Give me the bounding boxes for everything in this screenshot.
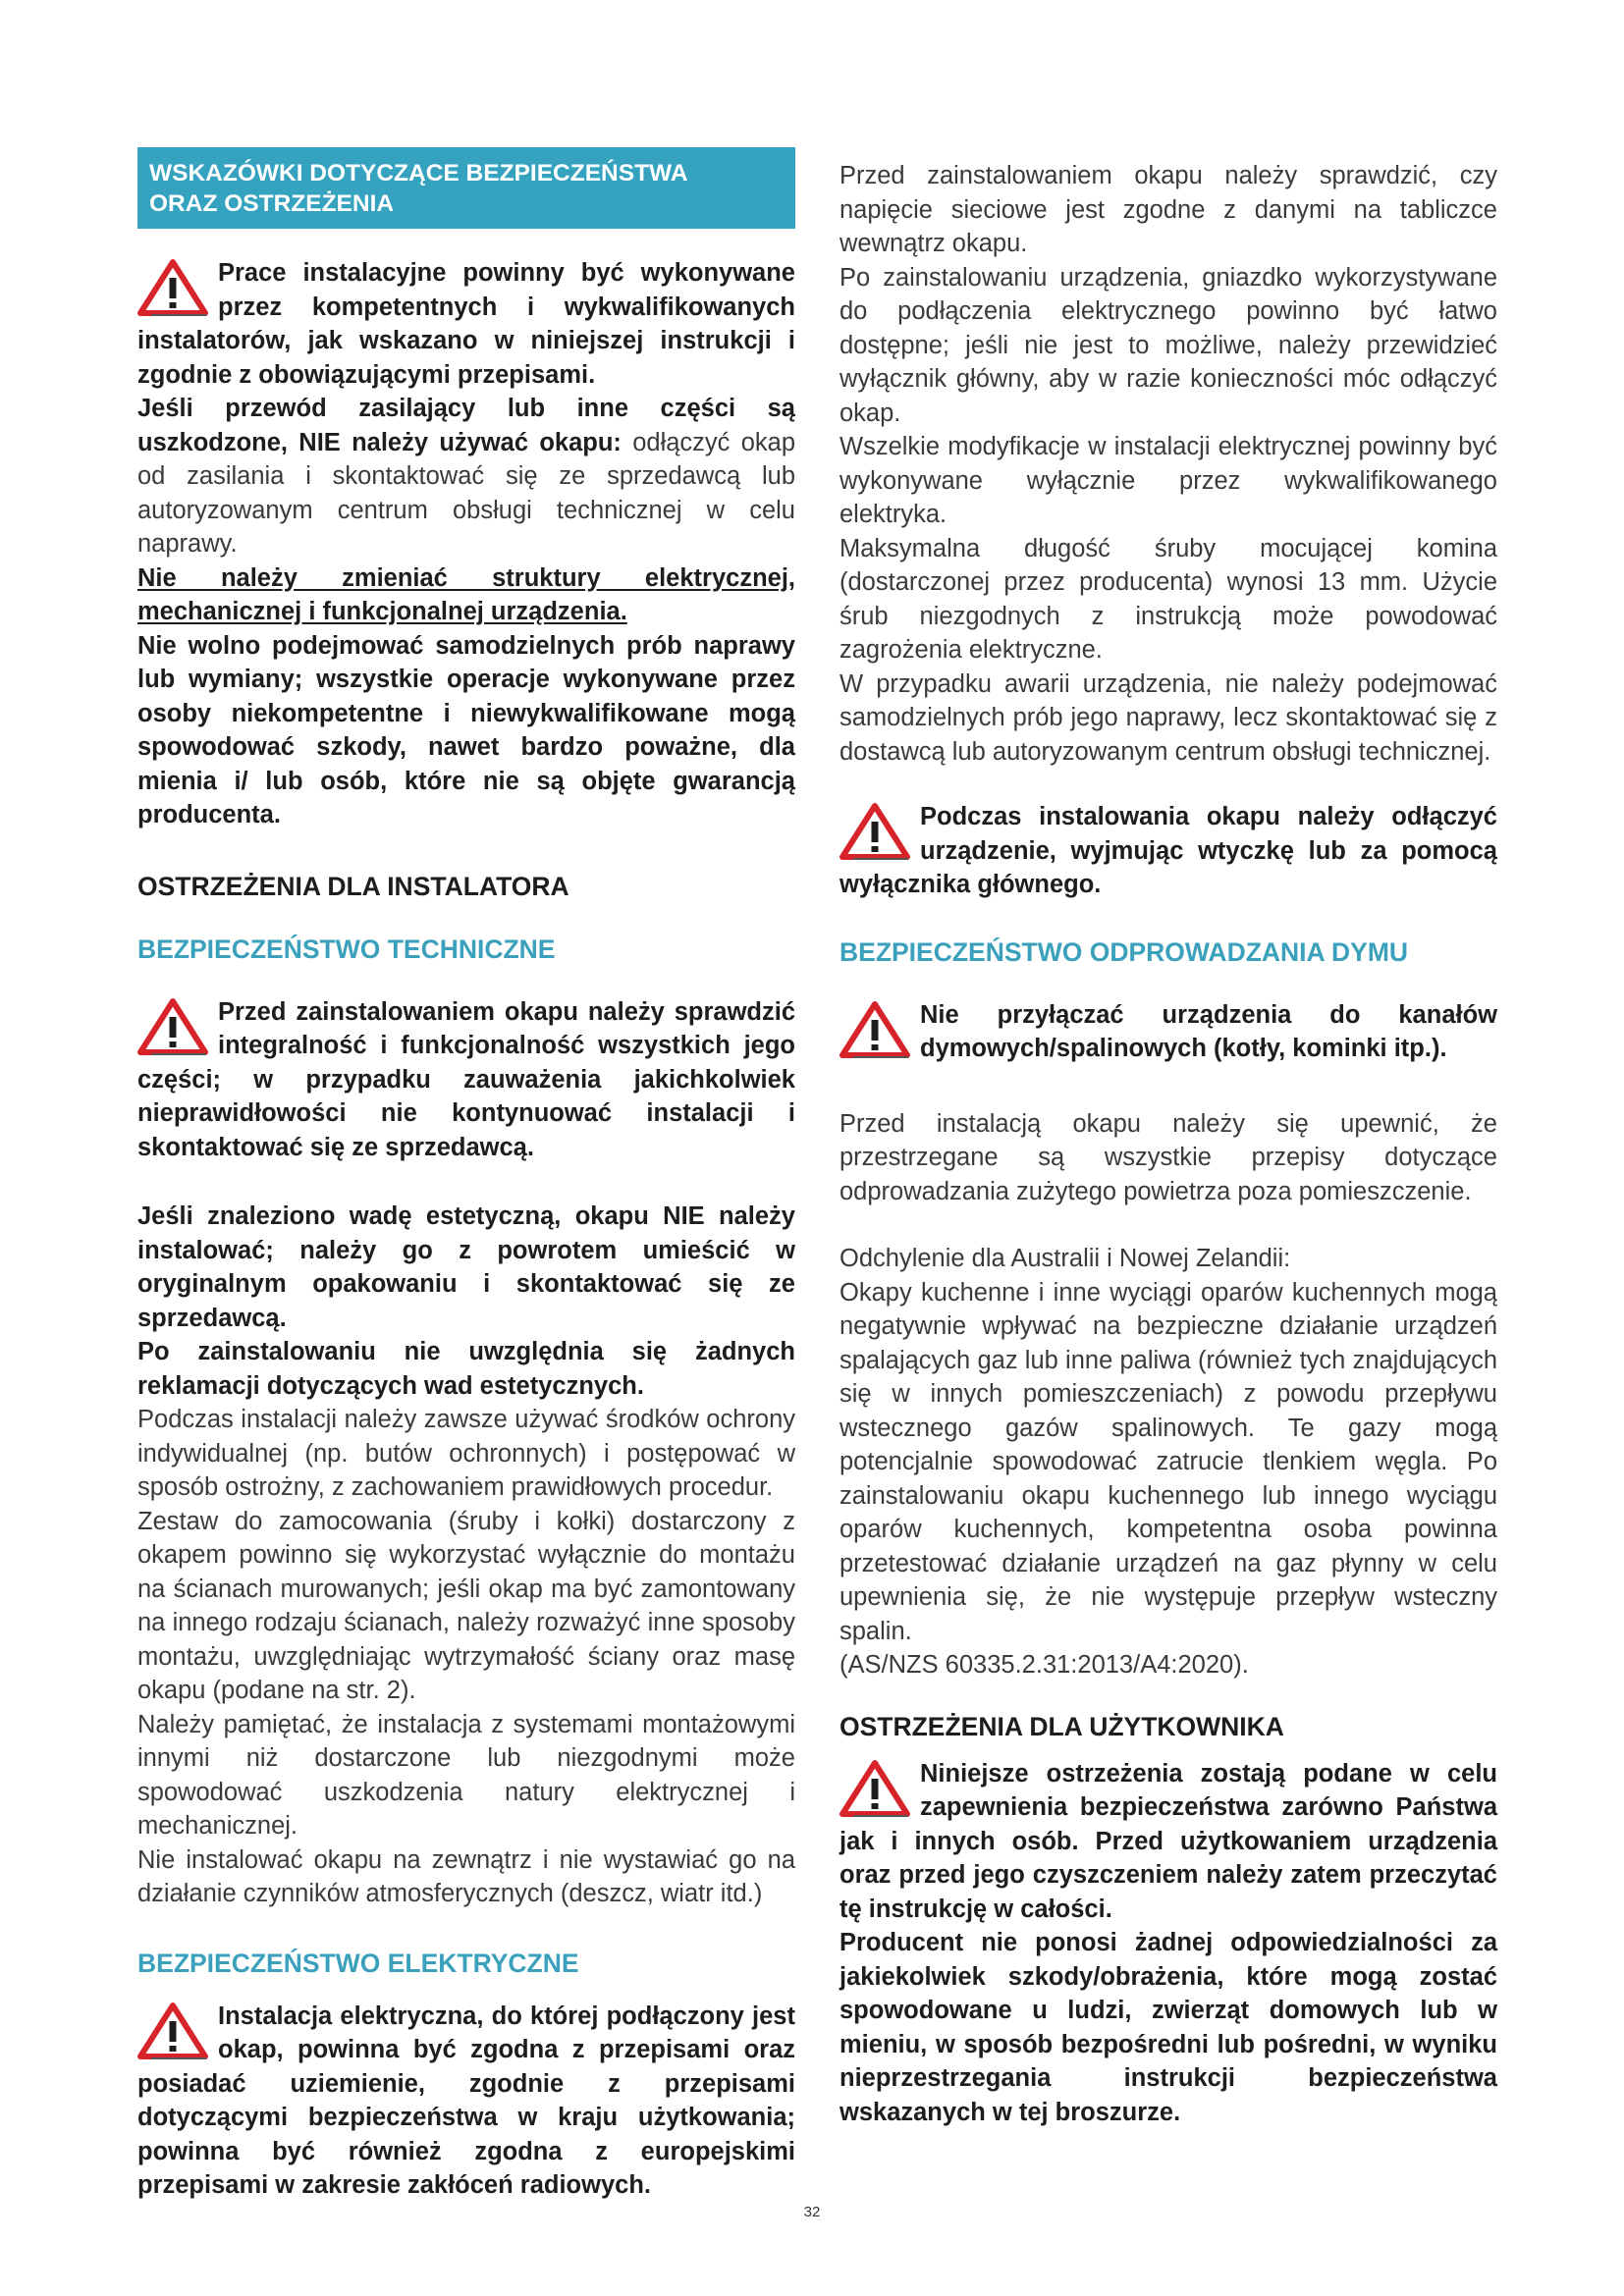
- warning-installers-text: Prace instalacyjne powinny być wykonywane przez kompetentnych i wykwalifikowanych instalatorów, jak wskazano w niniejszej instrukcji i zgodnie z obowiązującymi przepisami.: [137, 259, 795, 389]
- banner-line-1: WSKAZÓWKI DOTYCZĄCE BEZPIECZEŃSTWA: [149, 160, 688, 187]
- warning-triangle-icon: [839, 802, 910, 861]
- no-repair-paragraph: Nie wolno podejmować samodzielnych prób naprawy lub wymiany; wszystkie operacje wykonywane przez osoby niekompetentne i niewykwalifikowane mogą spowodować szkody, nawet bardzo poważne, dla mienia i/ lub osób, które nie są objęte gwarancją producenta.: [137, 631, 795, 828]
- right-column: [839, 159, 1497, 2129]
- damaged-cord-bold: Jeśli przewód zasilający lub inne części są uszkodzone, NIE należy używać okapu:: [137, 395, 795, 456]
- ppe-paragraph: Podczas instalacji należy zawsze używać środków ochrony indywidualnej (np. butów ochronnych) i postępować w sposób ostrożny, z zachowaniem prawidłowych procedur.: [137, 1406, 795, 1501]
- installer-heading: OSTRZEŻENIA DLA INSTALATORA: [137, 871, 569, 901]
- warning-flue-text: Nie przyłączać urządzenia do kanałów dymowych/spalinowych (kotły, kominki itp.).: [920, 1000, 1497, 1062]
- anz-reference: (AS/NZS 60335.2.31:2013/A4:2020).: [839, 1651, 1249, 1679]
- banner-line-2: ORAZ OSTRZEŻENIA: [149, 190, 395, 217]
- regulations-paragraph: Przed instalacją okapu należy się upewnić, że przestrzegane są wszystkie przepisy dotyczące odprowadzania zużytego powietrza poza pomieszczenie.: [839, 1109, 1497, 1205]
- warning-electrical: [137, 2000, 795, 2203]
- warning-integrity-text: Przed zainstalowaniem okapu należy sprawdzić integralność i funkcjonalność wszystkich jego części; w przypadku zauważenia jakichkolwiek nieprawidłowości nie kontynuować instalacji i skontaktować się ze sprzedawcą.: [137, 997, 795, 1161]
- liability-paragraph: Producent nie ponosi żadnej odpowiedzialności za jakiekolwiek szkody/obrażenia, które mogą zostać spowodowane u ludzi, zwierząt domowych lub w mieniu, w sposób bezpośredni lub pośredni, w wyniku nieprzestrzegania instrukcji bezpieczeństwa wskazanych w tej broszurze.: [839, 1929, 1497, 2126]
- modifications-paragraph: Wszelkie modyfikacje w instalacji elektrycznej powinny być wykonywane wyłącznie przez wykwalifikowanego elektryka.: [839, 433, 1497, 528]
- warning-electrical-text: Instalacja elektryczna, do której podłączony jest okap, powinna być zgodna z przepisami oraz posiadać uziemienie, zgodnie z przepisami dotyczącymi bezpieczeństwa w kraju użytkowania; powinna być również zgodna z europejskimi przepisami w zakresie zakłóceń radiowych.: [137, 2002, 795, 2199]
- warning-triangle-icon: [137, 997, 208, 1056]
- warning-read-manual-text: Niniejsze ostrzeżenia zostają podane w celu zapewnienia bezpieczeństwa zarówno Państwa jak i innych osób. Przed użytkowaniem urządzenia oraz przed jego czyszczeniem należy zatem przeczytać tę instrukcję w całości.: [839, 1759, 1497, 1923]
- aesthetic-defect-paragraph: Jeśli znaleziono wadę estetyczną, okapu NIE należy instalować; należy go z powrotem umieścić w oryginalnym opakowaniu i skontaktować się ze sprzedawcą.: [137, 1202, 795, 1332]
- electrical-safety-heading: BEZPIECZEŃSTWO ELEKTRYCZNE: [137, 1948, 579, 1978]
- warning-integrity: [137, 995, 795, 1165]
- socket-paragraph: Po zainstalowaniu urządzenia, gniazdko wykorzystywane do podłączenia elektrycznego powinno być łatwo dostępne; jeśli nie jest to możliwe, należy przewidzieć wyłącznik główny, aby w razie konieczności móc odłączyć okap.: [839, 263, 1497, 427]
- voltage-paragraph: Przed zainstalowaniem okapu należy sprawdzić, czy napięcie sieciowe jest zgodne z danymi na tabliczce wewnątrz okapu.: [839, 162, 1497, 257]
- warning-triangle-icon: [839, 1000, 910, 1059]
- smoke-safety-heading: BEZPIECZEŃSTWO ODPROWADZANIA DYMU: [839, 936, 1409, 967]
- warning-triangle-icon: [839, 1759, 910, 1818]
- warning-triangle-icon: [137, 2002, 208, 2060]
- anz-title: Odchylenie dla Australii i Nowej Zelandii:: [839, 1245, 1291, 1272]
- damaged-cord-paragraph: [137, 392, 795, 561]
- warning-read-manual: [839, 1757, 1497, 1927]
- warning-disconnect: [839, 800, 1497, 902]
- user-warnings-heading: OSTRZEŻENIA DLA UŻYTKOWNIKA: [839, 1711, 1284, 1741]
- warning-flue: [839, 998, 1497, 1066]
- no-modify-paragraph: Nie należy zmieniać struktury elektrycznej, mechanicznej i funkcjonalnej urządzenia.: [137, 563, 795, 625]
- warning-installers: [137, 256, 795, 392]
- anz-paragraph: Okapy kuchenne i inne wyciągi oparów kuchennych mogą negatywnie wpływać na bezpieczne działanie urządzeń spalających gaz lub inne paliwa (również tych znajdujących się w innych pomieszczeniach) z powodu przepływu wstecznego gazów spalinowych. Te gazy mogą potencjalnie spowodować zatrucie tlenkiem węgla. Po zainstalowaniu okapu kuchennego lub innego wyciągu oparów kuchennych, kompetentna osoba powinna przetestować działanie urządzeń na gaz płynny w celu upewnienia się, że nie występuje przepływ wsteczny spalin.: [839, 1278, 1497, 1645]
- technical-safety-heading: BEZPIECZEŃSTWO TECHNICZNE: [137, 934, 556, 964]
- screw-paragraph: Maksymalna długość śruby mocującej komina (dostarczonej przez producenta) wynosi 13 mm. Użycie śrub niezgodnych z instrukcją może powodować zagrożenia elektryczne.: [839, 534, 1497, 664]
- warning-triangle-icon: [137, 258, 208, 317]
- page-number: 32: [803, 2204, 821, 2220]
- left-column: [137, 147, 795, 2203]
- safety-banner: [137, 147, 795, 229]
- other-systems-paragraph: Należy pamiętać, że instalacja z systemami montażowymi innymi niż dostarczone lub niezgodnymi może spowodować uszkodzenia natury elektrycznej i mechanicznej.: [137, 1710, 795, 1840]
- damaged-cord-light: odłączyć okap od zasilania i skontaktować się ze sprzedawcą lub autoryzowanym centrum obsługi technicznej w celu naprawy.: [137, 428, 795, 558]
- outdoor-paragraph: Nie instalować okapu na zewnątrz i nie wystawiać go na działanie czynników atmosferycznych (deszcz, wiatr itd.): [137, 1845, 795, 1907]
- failure-paragraph: W przypadku awarii urządzenia, nie należy podejmować samodzielnych prób jego naprawy, lecz skontaktować się z dostawcą lub autoryzowanym centrum obsługi technicznej.: [839, 669, 1497, 766]
- warning-disconnect-text: Podczas instalowania okapu należy odłączyć urządzenie, wyjmując wtyczkę lub za pomocą wyłącznika głównego.: [839, 803, 1497, 898]
- aesthetic-claims-paragraph: Po zainstalowaniu nie uwzględnia się żadnych reklamacji dotyczących wad estetycznych.: [137, 1338, 795, 1400]
- fixing-kit-paragraph: Zestaw do zamocowania (śruby i kołki) dostarczony z okapem powinno się wykorzystać wyłącznie do montażu na ścianach murowanych; jeśli okap ma być zamontowany na innego rodzaju ścianach, należy rozważyć inne sposoby montażu, uwzględniając wytrzymałość ściany oraz masę okapu (podane na str. 2).: [137, 1507, 795, 1704]
